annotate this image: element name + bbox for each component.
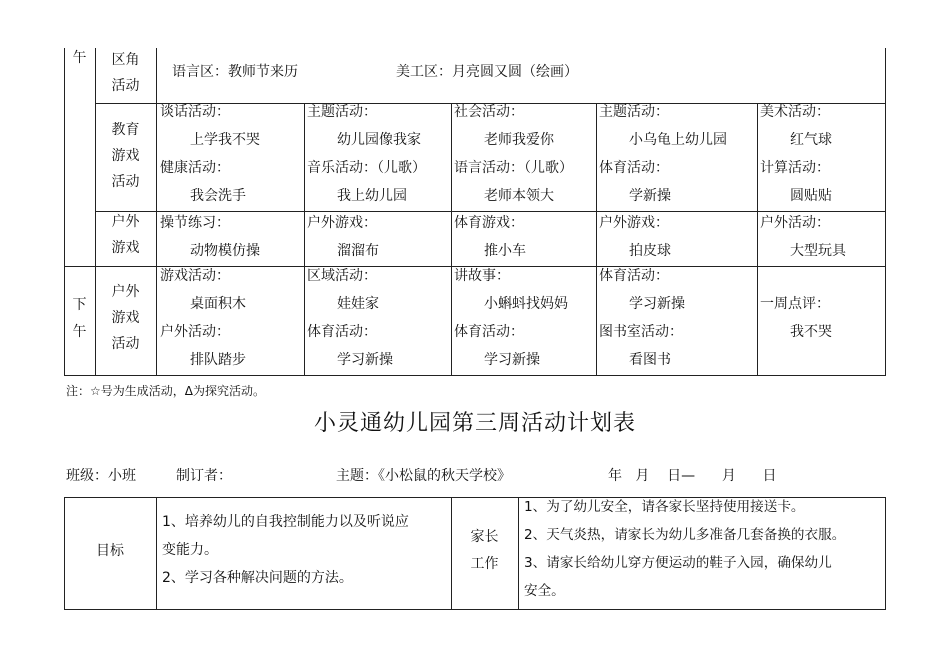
- legend-note: 注：☆号为生成活动，Δ为探究活动。: [66, 384, 265, 398]
- col-line: [156, 497, 157, 610]
- activity-title: 小乌龟上幼儿园: [629, 132, 727, 148]
- period-label-noon: 午: [72, 50, 87, 66]
- theme-info: 主题：《小松鼠的秋天学校》: [336, 468, 511, 484]
- col-line: [518, 497, 519, 610]
- class-info: 班级：小班: [66, 468, 136, 484]
- row-line: [64, 609, 886, 610]
- activity-title: 老师本领大: [484, 188, 554, 204]
- activity-title: 学新操: [629, 188, 671, 204]
- activity-title: 上学我不哭: [190, 132, 260, 148]
- activity-type: 体育活动：: [454, 324, 524, 340]
- corner-art-area: 美工区：月亮圆又圆（绘画）: [396, 64, 578, 80]
- education-cell-5: [760, 98, 832, 210]
- period-label-afternoon-1: 下: [72, 297, 87, 313]
- parent-line: 2、天气炎热，请家长为幼儿多准备几套备换的衣服。: [524, 527, 846, 543]
- activity-title: 老师我爱你: [484, 132, 554, 148]
- row-label-afternoon-2: 游戏: [111, 310, 140, 326]
- date-info: 年 月 日— 月 日: [608, 468, 777, 484]
- activity-type: 户外活动：: [760, 215, 830, 231]
- parent-line: 安全。: [524, 583, 565, 599]
- activity-title: 我上幼儿园: [337, 188, 407, 204]
- activity-type: 游戏活动：: [160, 268, 230, 284]
- activity-title: 桌面积木: [190, 296, 246, 312]
- activity-title: 排队踏步: [190, 352, 246, 368]
- col-line: [885, 48, 886, 376]
- activity-type: 体育活动：: [307, 324, 377, 340]
- row-label-education-2: 游戏: [111, 148, 140, 164]
- education-cell-1: [160, 98, 260, 210]
- activity-type: 体育游戏：: [454, 215, 524, 231]
- activity-type: 一周点评：: [760, 296, 830, 312]
- activity-title: 拍皮球: [629, 243, 671, 259]
- activity-type: 体育活动：: [599, 160, 669, 176]
- goal-line: 1、培养幼儿的自我控制能力以及听说应: [162, 514, 409, 530]
- goals-label: 目标: [96, 543, 124, 559]
- maker-info: 制订者：: [176, 468, 232, 484]
- outdoor-cell-1: [160, 209, 260, 265]
- outdoor-cell-2: [307, 209, 379, 265]
- row-label-afternoon-3: 活动: [111, 336, 140, 352]
- activity-title: 娃娃家: [337, 296, 379, 312]
- activity-type: 谈话活动：: [160, 104, 230, 120]
- activity-title: 学习新操: [484, 352, 540, 368]
- activity-type: 图书室活动：: [599, 324, 683, 340]
- activity-type: 音乐活动：（儿歌）: [307, 160, 426, 176]
- col-line: [156, 48, 157, 376]
- period-label-afternoon-2: 午: [72, 324, 87, 340]
- activity-type: 主题活动：: [599, 104, 669, 120]
- activity-title: 小蝌蚪找妈妈: [484, 296, 568, 312]
- row-line: [64, 375, 886, 376]
- activity-title: 我不哭: [790, 324, 832, 340]
- activity-title: 幼儿园像我家: [337, 132, 421, 148]
- col-line: [451, 103, 452, 376]
- parents-text: [524, 493, 845, 605]
- goals-text: [162, 508, 409, 592]
- row-label-outdoor-2: 游戏: [111, 240, 140, 256]
- plan-title: 小灵通幼儿园第三周活动计划表: [313, 411, 636, 436]
- corner-language-area: 语言区：教师节来历: [172, 64, 298, 80]
- activity-type: 区域活动：: [307, 268, 377, 284]
- goal-line: 变能力。: [162, 542, 218, 558]
- activity-title: 红气球: [790, 132, 832, 148]
- outdoor-cell-4: [599, 209, 671, 265]
- activity-title: 动物模仿操: [190, 243, 260, 259]
- afternoon-cell-2: [307, 262, 393, 374]
- parents-label-1: 家长: [470, 529, 499, 545]
- row-label-corner-1: 区角: [111, 52, 140, 68]
- goal-line: 2、学习各种解决问题的方法。: [162, 570, 353, 586]
- col-line: [304, 103, 305, 376]
- activity-type: 美术活动：: [760, 104, 830, 120]
- row-label-corner-2: 活动: [111, 78, 140, 94]
- afternoon-cell-3: [454, 262, 568, 374]
- activity-type: 语言活动：（儿歌）: [454, 160, 573, 176]
- afternoon-cell-4: [599, 262, 685, 374]
- activity-type: 计算活动：: [760, 160, 830, 176]
- row-label-outdoor-1: 户外: [111, 214, 140, 230]
- col-line: [757, 103, 758, 376]
- afternoon-cell-5: [760, 290, 832, 346]
- activity-title: 圆贴贴: [790, 188, 832, 204]
- activity-type: 户外活动：: [160, 324, 230, 340]
- activity-title: 大型玩具: [790, 243, 846, 259]
- outdoor-cell-3: [454, 209, 526, 265]
- parents-label-2: 工作: [470, 556, 499, 572]
- afternoon-cell-1: [160, 262, 246, 374]
- row-label-education-1: 教育: [111, 122, 140, 138]
- education-cell-3: [454, 98, 573, 210]
- parent-line: 1、为了幼儿安全，请各家长坚持使用接送卡。: [524, 499, 805, 515]
- activity-type: 讲故事：: [454, 268, 510, 284]
- activity-title: 看图书: [629, 352, 671, 368]
- activity-type: 健康活动：: [160, 160, 230, 176]
- activity-type: 操节练习：: [160, 215, 230, 231]
- activity-type: 主题活动：: [307, 104, 377, 120]
- col-line: [596, 103, 597, 376]
- education-cell-2: [307, 98, 426, 210]
- activity-title: 推小车: [484, 243, 526, 259]
- col-line: [885, 497, 886, 610]
- row-label-afternoon-1: 户外: [111, 284, 140, 300]
- activity-type: 户外游戏：: [599, 215, 669, 231]
- activity-type: 体育活动：: [599, 268, 669, 284]
- activity-type: 社会活动：: [454, 104, 524, 120]
- activity-title: 我会洗手: [190, 188, 246, 204]
- row-label-education-3: 活动: [111, 174, 140, 190]
- activity-title: 学习新操: [629, 296, 685, 312]
- activity-title: 溜溜布: [337, 243, 379, 259]
- outdoor-cell-5: [760, 209, 846, 265]
- education-cell-4: [599, 98, 727, 210]
- activity-title: 学习新操: [337, 352, 393, 368]
- activity-type: 户外游戏：: [307, 215, 377, 231]
- parent-line: 3、请家长给幼儿穿方便运动的鞋子入园，确保幼儿: [524, 555, 832, 571]
